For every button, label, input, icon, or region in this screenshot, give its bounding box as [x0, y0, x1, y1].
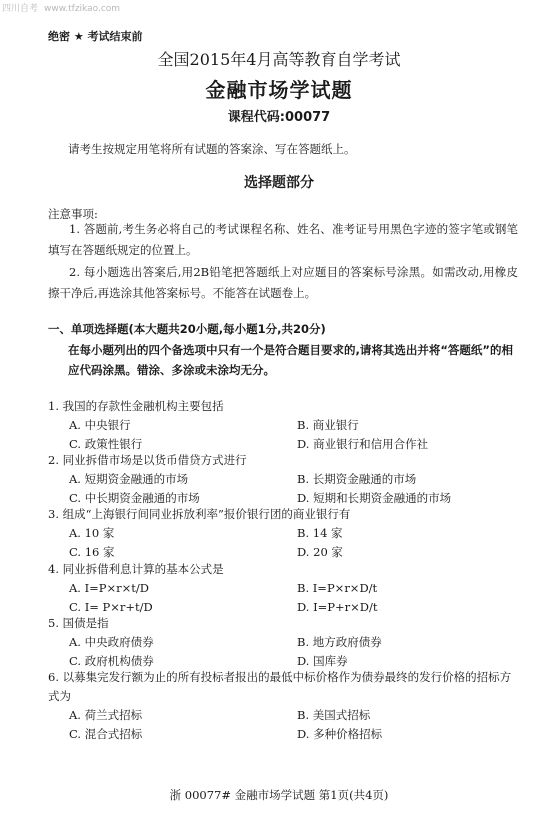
option-d: D. 商业银行和信用合作社 — [297, 437, 429, 451]
question-options — [48, 579, 518, 617]
note-item-2: 2. 每小题选出答案后,用2B铅笔把答题纸上对应题目的答案标号涂黑。如需改动,用橡皮擦干净后,再选涂其他答案标号。不能答在试题卷上。 — [48, 265, 518, 300]
question-3 — [48, 505, 518, 562]
notes-heading: 注意事项: — [48, 207, 98, 221]
option-c: C. 政府机构债券 — [69, 654, 154, 668]
watermark — [2, 1, 120, 14]
section-title: 选择题部分 — [244, 175, 314, 191]
option-c: C. 混合式招标 — [69, 727, 143, 741]
exam-title: 全国2015年4月高等教育自学考试 — [157, 50, 401, 69]
option-d: D. 20 家 — [297, 545, 343, 559]
question-1 — [48, 397, 518, 454]
question-stem: 3. 组成“上海银行间同业拆放利率”报价银行团的商业银行有 — [48, 507, 351, 521]
question-stem: 5. 国债是指 — [48, 616, 109, 630]
option-c: C. 政策性银行 — [69, 437, 143, 451]
question-stem: 6. 以募集完发行额为止的所有投标者报出的最低中标价格作为债券最终的发行价格的招标方式为 — [48, 670, 512, 703]
option-c: C. 16 家 — [69, 545, 115, 559]
question-4 — [48, 560, 518, 617]
option-d: D. I=P+r×D/t — [297, 600, 378, 614]
option-b: B. 美国式招标 — [297, 708, 371, 722]
question-options — [48, 416, 518, 454]
option-a: A. 短期资金融通的市场 — [69, 472, 189, 486]
question-options — [48, 524, 518, 562]
part1-heading: 一、单项选择题(本大题共20小题,每小题1分,共20分) — [48, 322, 326, 336]
option-b: B. I=P×r×D/t — [297, 581, 378, 595]
instruction: 请考生按规定用笔将所有试题的答案涂、写在答题纸上。 — [68, 142, 356, 156]
watermark-url: www.tfzikao.com — [44, 4, 121, 14]
option-a: A. I=P×r×t/D — [69, 581, 150, 595]
question-options — [48, 706, 518, 744]
question-options — [48, 633, 518, 671]
option-d: D. 多种价格招标 — [297, 727, 383, 741]
note-item-1: 1. 答题前,考生务必将自己的考试课程名称、姓名、准考证号用黑色字迹的签字笔或钢笔填写在答题纸规定的位置上。 — [48, 222, 518, 257]
option-c: C. 中长期资金融通的市场 — [69, 491, 200, 505]
page-footer: 浙 00077# 金融市场学试题 第1页(共4页) — [169, 788, 389, 802]
part1-description: 在每小题列出的四个备选项中只有一个是符合题目要求的,请将其选出并将“答题纸”的相应代码涂黑。错涂、多涂或未涂均无分。 — [68, 343, 513, 377]
question-options — [48, 470, 518, 508]
question-stem: 4. 同业拆借利息计算的基本公式是 — [48, 562, 224, 576]
option-d: D. 短期和长期资金融通的市场 — [297, 491, 452, 505]
option-a: A. 中央政府债券 — [69, 635, 154, 649]
option-a: A. 10 家 — [69, 526, 115, 540]
option-c: C. I= P×r+t/D — [69, 600, 153, 614]
option-a: A. 中央银行 — [69, 418, 131, 432]
question-stem: 2. 同业拆借市场是以货币借贷方式进行 — [48, 453, 247, 467]
question-6 — [48, 668, 518, 744]
question-stem: 1. 我国的存款性金融机构主要包括 — [48, 399, 224, 413]
option-b: B. 商业银行 — [297, 418, 359, 432]
secret-label: 绝密 ★ 考试结束前 — [48, 30, 143, 43]
option-a: A. 荷兰式招标 — [69, 708, 143, 722]
option-b: B. 长期资金融通的市场 — [297, 472, 417, 486]
option-b: B. 14 家 — [297, 526, 343, 540]
watermark-site: 四川自考 — [2, 4, 39, 14]
question-5 — [48, 614, 518, 671]
question-2 — [48, 451, 518, 508]
option-b: B. 地方政府债券 — [297, 635, 382, 649]
option-d: D. 国库券 — [297, 654, 348, 668]
subject-title: 金融市场学试题 — [205, 78, 353, 102]
course-code: 课程代码:00077 — [227, 110, 331, 125]
